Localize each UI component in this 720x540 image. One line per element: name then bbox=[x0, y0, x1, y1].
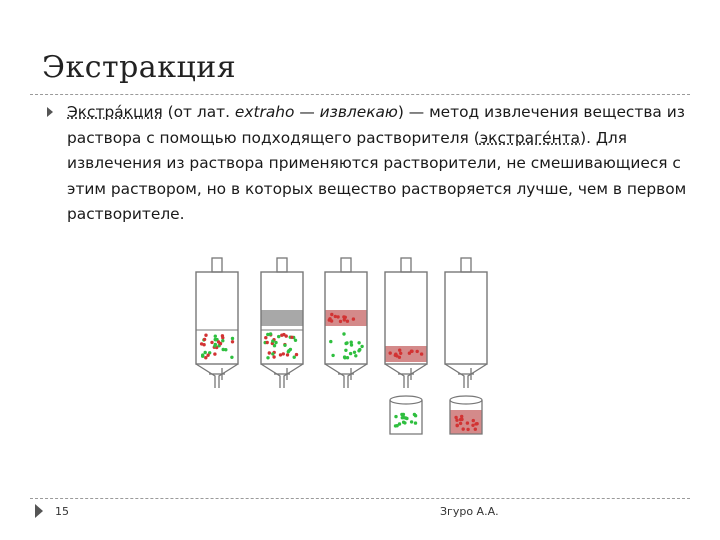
green-dot bbox=[342, 332, 345, 335]
red-dot bbox=[328, 317, 331, 320]
green-dot bbox=[413, 413, 416, 416]
funnel-stopper bbox=[461, 258, 471, 272]
mixed-dot bbox=[283, 344, 286, 347]
red-dot bbox=[398, 356, 401, 359]
funnel-cone bbox=[261, 364, 303, 388]
red-dot bbox=[462, 427, 465, 430]
mixed-dot bbox=[221, 336, 224, 339]
mixed-dot bbox=[285, 334, 288, 337]
mixed-dot bbox=[200, 342, 203, 345]
para-text-4: ). Для извлечения из раствора применяются растворители, не смешивающиеся с этим раствором, но в которых вещество растворяется лучше, чем в первом растворителе. bbox=[67, 128, 687, 223]
red-dot bbox=[398, 349, 401, 352]
red-dot bbox=[474, 428, 477, 431]
mixed-dot bbox=[295, 353, 298, 356]
mixed-dot bbox=[274, 341, 277, 344]
green-dot bbox=[414, 421, 417, 424]
mixed-dot bbox=[293, 356, 296, 359]
red-dot bbox=[475, 422, 478, 425]
funnel-cone bbox=[385, 364, 427, 388]
mixed-dot bbox=[277, 335, 280, 338]
red-dot bbox=[460, 415, 463, 418]
funnel-cone bbox=[325, 364, 367, 388]
green-dot bbox=[329, 340, 332, 343]
red-dot bbox=[459, 422, 462, 425]
red-dot bbox=[472, 419, 475, 422]
mixed-dot bbox=[213, 352, 216, 355]
mixed-dot bbox=[280, 334, 283, 337]
mixed-dot bbox=[272, 355, 275, 358]
beaker-liquid bbox=[450, 410, 482, 434]
mixed-dot bbox=[269, 332, 272, 335]
mixed-dot bbox=[264, 336, 267, 339]
slide-title: Экстракция bbox=[42, 50, 237, 85]
para-text-1: (от лат. bbox=[162, 103, 235, 121]
beaker-rim bbox=[450, 396, 482, 404]
red-dot bbox=[334, 315, 337, 318]
green-dot bbox=[354, 354, 357, 357]
red-dot bbox=[343, 318, 346, 321]
green-dot bbox=[350, 341, 353, 344]
mixed-dot bbox=[204, 351, 207, 354]
mixed-dot bbox=[294, 339, 297, 342]
term-extraction: Экстра́кция bbox=[67, 103, 163, 121]
red-dot bbox=[456, 424, 459, 427]
green-dot bbox=[360, 345, 363, 348]
mixed-dot bbox=[204, 334, 207, 337]
para-text-2: — bbox=[294, 103, 320, 121]
red-dot bbox=[466, 428, 469, 431]
funnel-stopper bbox=[401, 258, 411, 272]
green-dot bbox=[402, 413, 405, 416]
mixed-dot bbox=[230, 356, 233, 359]
funnel-cone bbox=[196, 364, 238, 388]
red-dot bbox=[346, 320, 349, 323]
red-dot bbox=[408, 352, 411, 355]
mixed-dot bbox=[287, 349, 290, 352]
mixed-dot bbox=[214, 335, 217, 338]
red-dot bbox=[330, 313, 333, 316]
green-dot bbox=[394, 415, 397, 418]
mixed-dot bbox=[214, 338, 217, 341]
funnel-stopper bbox=[277, 258, 287, 272]
para-text-3: ) — метод извлечения вещества из раствора с помощью подходящего растворителя ( bbox=[67, 103, 685, 147]
green-dot bbox=[357, 341, 360, 344]
term-extractant: экстраге́нта bbox=[479, 128, 581, 147]
green-dot bbox=[343, 356, 346, 359]
mixed-dot bbox=[219, 342, 222, 345]
mixed-dot bbox=[204, 356, 207, 359]
mixed-dot bbox=[282, 352, 285, 355]
mixed-dot bbox=[201, 355, 204, 358]
mixed-dot bbox=[271, 339, 274, 342]
red-dot bbox=[389, 351, 392, 354]
mixed-dot bbox=[231, 340, 234, 343]
mixed-dot bbox=[210, 341, 213, 344]
funnel-body bbox=[445, 272, 487, 364]
funnel-cone bbox=[445, 364, 487, 388]
green-dot bbox=[403, 421, 406, 424]
red-dot bbox=[352, 317, 355, 320]
green-dot bbox=[401, 416, 404, 419]
green-dot bbox=[349, 352, 352, 355]
red-dot bbox=[342, 315, 345, 318]
mixed-dot bbox=[290, 336, 293, 339]
footer-arrow-icon bbox=[35, 504, 43, 518]
mixed-dot bbox=[203, 338, 206, 341]
page-number: 15 bbox=[55, 505, 69, 518]
latin-word: extraho bbox=[234, 103, 295, 121]
red-dot bbox=[466, 421, 469, 424]
mixed-dot bbox=[266, 356, 269, 359]
mixed-dot bbox=[286, 353, 289, 356]
red-dot bbox=[460, 418, 463, 421]
mixed-dot bbox=[266, 341, 269, 344]
mixed-dot bbox=[268, 351, 271, 354]
mixed-dot bbox=[271, 352, 274, 355]
green-dot bbox=[353, 351, 356, 354]
latin-gloss: извлекаю bbox=[319, 103, 398, 121]
red-dot bbox=[420, 352, 423, 355]
green-dot bbox=[357, 349, 360, 352]
mixed-dot bbox=[231, 337, 234, 340]
red-dot bbox=[471, 424, 474, 427]
green-dot bbox=[344, 342, 347, 345]
mixed-dot bbox=[206, 354, 209, 357]
gray-layer bbox=[261, 310, 303, 326]
red-dot bbox=[399, 352, 402, 355]
red-dot bbox=[416, 350, 419, 353]
funnel-stopper bbox=[341, 258, 351, 272]
author-credit: Згуро А.А. bbox=[440, 505, 499, 518]
green-dot bbox=[398, 422, 401, 425]
mixed-dot bbox=[222, 348, 225, 351]
footer-divider bbox=[30, 498, 690, 499]
green-dot bbox=[344, 349, 347, 352]
mixed-dot bbox=[273, 344, 276, 347]
funnel-body bbox=[196, 272, 238, 364]
green-dot bbox=[405, 417, 408, 420]
green-dot bbox=[331, 354, 334, 357]
mixed-dot bbox=[221, 339, 224, 342]
red-dot bbox=[455, 419, 458, 422]
green-dot bbox=[410, 420, 413, 423]
beaker-rim bbox=[390, 396, 422, 404]
funnel-stopper bbox=[212, 258, 222, 272]
mixed-dot bbox=[214, 343, 217, 346]
red-dot bbox=[339, 320, 342, 323]
